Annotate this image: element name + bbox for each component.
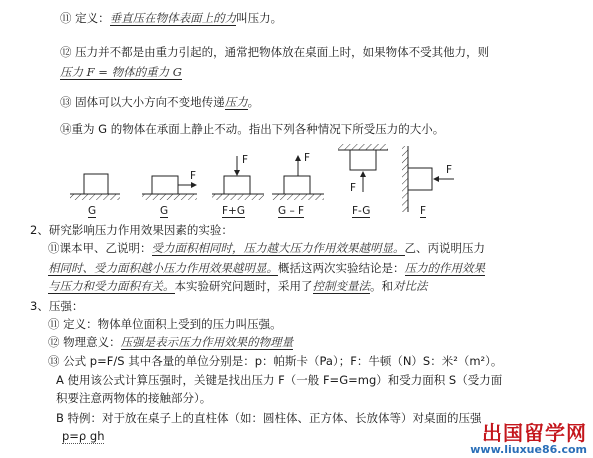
- text-segment: 公式 p=F/S 其中各量的单位分别是：p：帕斯卡（Pa）；F：牛顿（N）S：米²（m²）。: [63, 354, 503, 368]
- section-2-line1: [48, 240, 485, 256]
- diagram-6: [402, 146, 454, 212]
- item-text: 重为 G 的物体在承面上静止不动。指出下列各种情况下所受压力的大小。: [71, 122, 445, 136]
- diagram-2: [142, 176, 197, 200]
- handwritten-answer: 垂直压在物体表面上的力: [109, 11, 237, 25]
- diagram-3: [212, 156, 264, 200]
- section-3-formula: [48, 353, 502, 369]
- item-tail: 。: [247, 95, 260, 109]
- text-segment: 课本甲、乙说明：: [59, 241, 152, 255]
- section-3-note-a1: A 使用该公式计算压强时，关键是找出压力 F（一般 F=G=mg）和受力面积 S（受力面: [56, 373, 503, 387]
- item-tail: 叫压力。: [236, 11, 283, 25]
- item-number: ⑫: [48, 335, 60, 349]
- diagram-4: [272, 156, 324, 200]
- answer-label-2: G: [160, 205, 169, 217]
- section-3-title: 3、压强：: [30, 299, 84, 313]
- item-13: [60, 94, 259, 110]
- section-2-line2: [48, 260, 485, 276]
- answer-label-5: F-G: [352, 205, 371, 217]
- item-lead: 固体可以大小方向不变地传递: [75, 95, 225, 109]
- text-segment: 物理意义：: [63, 335, 121, 349]
- handwritten-answer: 受力面积相同时，压力越大压力作用效果越明显。: [151, 241, 405, 255]
- diagram-1: [70, 174, 120, 200]
- item-lead: 定义：: [75, 11, 110, 25]
- item-number: ⑫: [60, 45, 72, 59]
- item-text: 压力并不都是由重力引起的，通常把物体放在桌面上时，如果物体不受其他力，则: [75, 45, 490, 59]
- force-diagrams-svg: [62, 142, 482, 226]
- force-label: F: [242, 154, 249, 166]
- text-segment: 。和: [370, 279, 393, 293]
- handwritten-answer: 压力的作用效果: [404, 261, 485, 275]
- watermark-url: www.liuxue86.com: [470, 443, 587, 456]
- force-diagrams: [62, 142, 482, 226]
- force-label: F: [446, 164, 453, 176]
- item-number: ⑪: [48, 317, 60, 331]
- section-2-line3: [48, 278, 428, 294]
- item-number: ⑬: [60, 95, 72, 109]
- item-number: ⑪: [48, 241, 60, 255]
- answer-label-6: F: [420, 205, 427, 217]
- section-3-meaning: [48, 334, 293, 350]
- handwritten-answer: 控制变量法: [312, 279, 370, 293]
- force-label: F: [350, 182, 357, 194]
- text-segment: 定义：物体单位面积上受到的压力叫压强。: [63, 317, 282, 331]
- answer-label-3: F+G: [222, 205, 245, 217]
- section-2-title: 2、研究影响压力作用效果因素的实验：: [30, 223, 233, 237]
- watermark-logo: [470, 422, 587, 456]
- force-label: F: [304, 152, 311, 164]
- formula-text: p=ρ gh: [62, 429, 105, 443]
- item-12-line2: [60, 64, 182, 80]
- handwritten-answer: 对比法: [393, 279, 428, 293]
- answer-label-4: G – F: [278, 205, 305, 217]
- handwritten-answer: 压力 F = 物体的重力 G: [60, 65, 182, 79]
- item-11: [60, 10, 282, 26]
- section-3-definition: [48, 316, 282, 332]
- text-segment: 概括这两次实验结论是：: [278, 261, 405, 275]
- handwritten-answer: 压强是表示压力作用效果的物理量: [120, 335, 294, 349]
- handwritten-answer: 压力: [224, 95, 248, 109]
- handwritten-answer: 与压力和受力面积有关。: [48, 279, 175, 293]
- item-number: ⑪: [60, 11, 72, 25]
- handwritten-answer: 相同时、受力面积越小压力作用效果越明显。: [48, 261, 278, 275]
- force-label: F: [190, 170, 197, 182]
- text-segment: 乙、丙说明压力: [404, 241, 485, 255]
- watermark-title: 出国留学网: [482, 421, 587, 445]
- item-number: ⑭: [60, 122, 72, 136]
- text-segment: 本实验研究问题时，采用了: [174, 279, 313, 293]
- section-3-note-a2: 积要注意两物体的接触部分）。: [56, 391, 212, 405]
- section-3-note-b2: [62, 428, 104, 444]
- diagram-5: [338, 144, 388, 192]
- section-3-note-b1: B 特例：对于放在桌子上的直柱体（如：圆柱体、正方体、长放体等）对桌面的压强: [56, 411, 482, 425]
- item-14: [60, 121, 444, 137]
- item-number: ⑬: [48, 354, 60, 368]
- item-12-line1: [60, 44, 489, 60]
- answer-label-1: G: [88, 205, 97, 217]
